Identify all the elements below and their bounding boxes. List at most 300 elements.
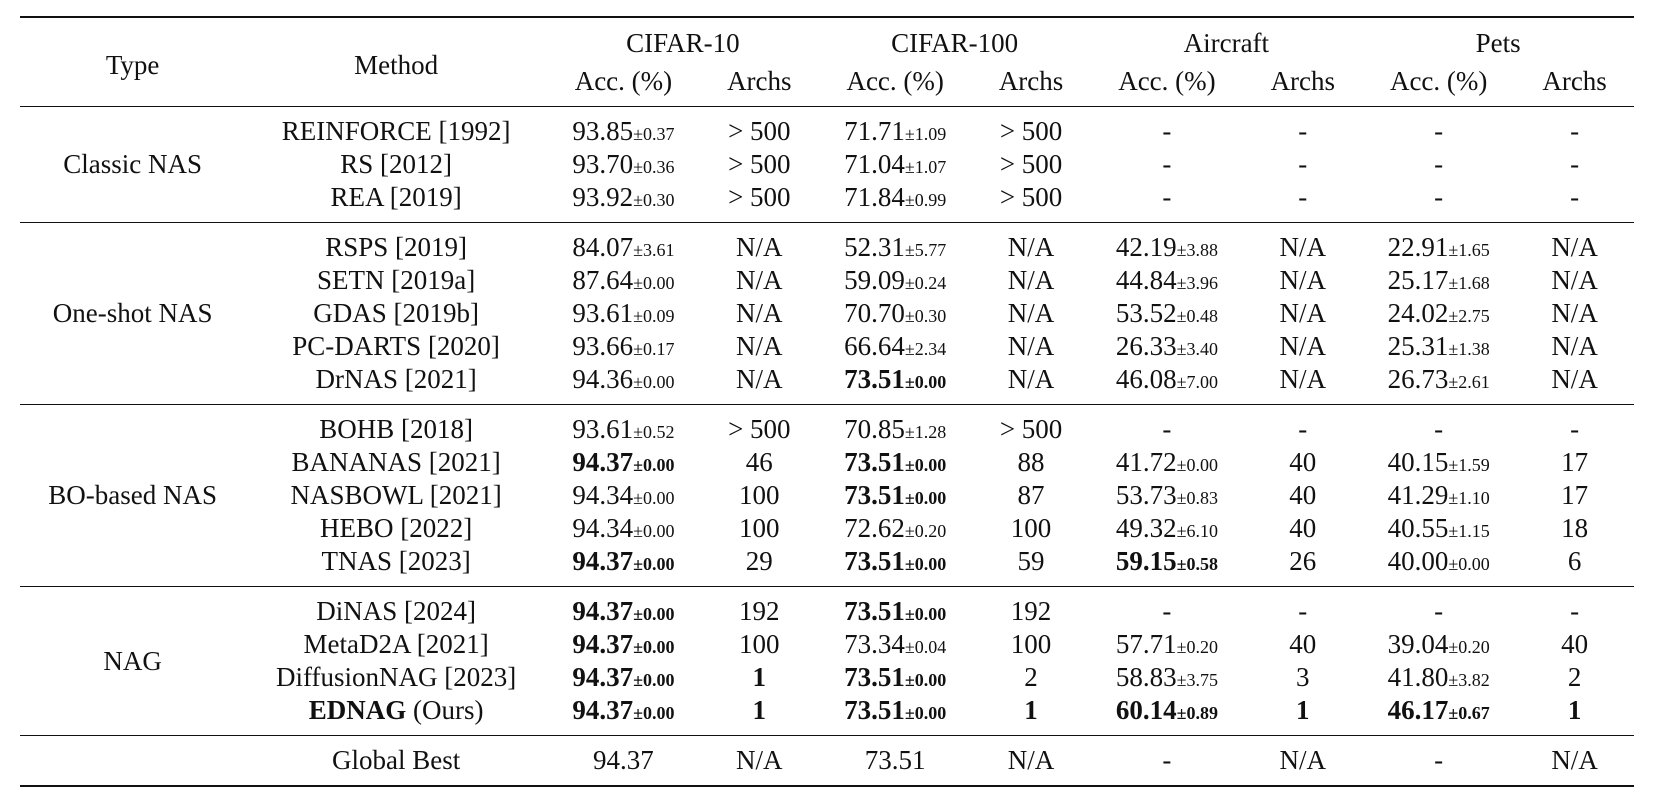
archs-value: 6 — [1567, 546, 1582, 576]
method-name: SETN [2019a] — [317, 265, 476, 295]
archs-value: - — [1570, 149, 1580, 179]
accuracy-value: 25.31 — [1387, 331, 1449, 361]
header-type: Type — [105, 49, 160, 80]
table-row — [20, 363, 1634, 405]
archs-value: 1 — [752, 695, 767, 725]
method-name: HEBO [2022] — [319, 513, 473, 543]
accuracy-value: 93.66 — [572, 331, 634, 361]
accuracy-value: 66.64 — [844, 331, 905, 361]
archs-cell — [1243, 446, 1362, 479]
table-row — [20, 512, 1634, 545]
archs-cell — [972, 363, 1091, 405]
accuracy-value: - — [1162, 182, 1172, 212]
accuracy-cell — [819, 405, 972, 447]
archs-cell — [700, 107, 819, 149]
archs-cell — [1515, 405, 1634, 447]
accuracy-cell — [1362, 694, 1515, 736]
archs-value: > 500 — [728, 116, 791, 146]
archs-cell — [1515, 181, 1634, 223]
archs-value: 40 — [1289, 480, 1317, 510]
method-cell — [245, 694, 547, 736]
accuracy-std: ±3.40 — [1176, 339, 1218, 359]
archs-cell — [972, 446, 1091, 479]
accuracy-std: ±0.00 — [1448, 554, 1490, 574]
table-row — [20, 694, 1634, 736]
method-cell — [245, 661, 547, 694]
accuracy-value: 94.37 — [572, 447, 634, 477]
accuracy-value: 71.71 — [844, 116, 905, 146]
accuracy-std: ±0.04 — [904, 637, 947, 657]
accuracy-value: 59.09 — [844, 265, 905, 295]
accuracy-cell — [547, 736, 700, 787]
accuracy-cell — [1362, 512, 1515, 545]
accuracy-value: 73.51 — [844, 447, 905, 477]
accuracy-std: ±0.89 — [1176, 703, 1218, 723]
accuracy-cell — [1362, 405, 1515, 447]
accuracy-value: 94.37 — [572, 662, 634, 692]
archs-value: > 500 — [999, 149, 1063, 179]
archs-cell — [700, 446, 819, 479]
accuracy-value: 73.51 — [844, 596, 905, 626]
archs-value: - — [1570, 596, 1580, 626]
accuracy-value: - — [1434, 149, 1444, 179]
accuracy-cell — [1090, 661, 1243, 694]
accuracy-value: 73.51 — [844, 546, 905, 576]
accuracy-cell — [547, 223, 700, 265]
accuracy-value: 94.37 — [572, 546, 634, 576]
method-cell — [245, 223, 547, 265]
archs-cell — [1243, 661, 1362, 694]
archs-cell — [700, 545, 819, 587]
accuracy-value: 94.36 — [572, 364, 634, 394]
accuracy-cell — [547, 545, 700, 587]
accuracy-cell — [1362, 628, 1515, 661]
accuracy-std: ±1.28 — [904, 422, 947, 442]
accuracy-cell — [547, 479, 700, 512]
accuracy-cell — [819, 363, 972, 405]
accuracy-std: ±0.00 — [633, 488, 675, 508]
type-cell-empty — [20, 736, 245, 787]
accuracy-value: 53.52 — [1115, 298, 1177, 328]
method-cell — [245, 446, 547, 479]
accuracy-std: ±6.10 — [1176, 521, 1218, 541]
accuracy-cell — [819, 587, 972, 629]
method-cell — [245, 363, 547, 405]
method-cell — [245, 297, 547, 330]
accuracy-value: 94.37 — [572, 596, 634, 626]
method-cell — [245, 264, 547, 297]
method-name: RS [2012] — [340, 149, 452, 179]
accuracy-value: 94.37 — [593, 745, 654, 775]
accuracy-std: ±1.15 — [1448, 521, 1490, 541]
accuracy-std: ±0.48 — [1176, 306, 1218, 326]
archs-cell — [1515, 512, 1634, 545]
archs-cell — [972, 264, 1091, 297]
accuracy-value: 93.61 — [572, 414, 634, 444]
archs-cell — [700, 223, 819, 265]
archs-value: - — [1298, 414, 1308, 444]
accuracy-cell — [819, 148, 972, 181]
accuracy-cell — [819, 661, 972, 694]
accuracy-cell — [1090, 148, 1243, 181]
archs-value: > 500 — [999, 414, 1063, 444]
accuracy-std: ±0.00 — [633, 372, 675, 392]
type-cell: BO-based NAS — [48, 480, 217, 510]
accuracy-cell — [819, 223, 972, 265]
header-acc: Acc. (%) — [1389, 65, 1488, 96]
archs-value: > 500 — [728, 149, 791, 179]
accuracy-cell — [1090, 628, 1243, 661]
accuracy-cell — [547, 181, 700, 223]
accuracy-cell — [819, 264, 972, 297]
method-cell — [245, 587, 547, 629]
archs-cell — [1515, 661, 1634, 694]
accuracy-cell — [547, 297, 700, 330]
accuracy-value: 26.73 — [1387, 364, 1449, 394]
accuracy-std: ±0.00 — [633, 670, 675, 690]
archs-value: 100 — [739, 480, 780, 510]
accuracy-cell — [1362, 330, 1515, 363]
archs-value: - — [1570, 182, 1580, 212]
accuracy-std: ±0.00 — [904, 670, 947, 690]
accuracy-value: 71.84 — [844, 182, 905, 212]
archs-cell — [972, 297, 1091, 330]
archs-value: 40 — [1289, 629, 1317, 659]
archs-cell — [1515, 148, 1634, 181]
accuracy-value: 70.70 — [844, 298, 905, 328]
accuracy-cell — [819, 736, 972, 787]
accuracy-value: 72.62 — [844, 513, 905, 543]
header-acc: Acc. (%) — [1118, 65, 1216, 96]
accuracy-std: ±0.20 — [904, 521, 947, 541]
accuracy-value: 41.80 — [1387, 662, 1449, 692]
accuracy-value: 94.34 — [572, 480, 634, 510]
archs-value: 1 — [1567, 695, 1582, 725]
archs-cell — [972, 107, 1091, 149]
accuracy-value: 52.31 — [844, 232, 905, 262]
archs-value: N/A — [736, 331, 783, 361]
accuracy-cell — [547, 107, 700, 149]
archs-cell — [700, 330, 819, 363]
accuracy-value: 39.04 — [1387, 629, 1449, 659]
archs-cell — [1515, 587, 1634, 629]
archs-value: N/A — [1007, 232, 1055, 262]
method-name: BANANAS [2021] — [291, 447, 501, 477]
archs-cell — [972, 181, 1091, 223]
accuracy-cell — [547, 694, 700, 736]
archs-cell — [1243, 545, 1362, 587]
accuracy-std: ±1.38 — [1448, 339, 1490, 359]
method-group — [20, 107, 1634, 223]
archs-cell — [1515, 736, 1634, 787]
archs-value: > 500 — [728, 414, 791, 444]
archs-value: > 500 — [999, 116, 1063, 146]
table-row — [20, 148, 1634, 181]
method-group — [20, 405, 1634, 587]
method-name: EDNAG — [308, 695, 407, 725]
accuracy-cell — [547, 330, 700, 363]
header-method: Method — [354, 49, 439, 80]
archs-value: N/A — [1551, 298, 1598, 328]
accuracy-std: ±2.61 — [1448, 372, 1490, 392]
accuracy-value: - — [1434, 116, 1444, 146]
accuracy-cell — [1362, 736, 1515, 787]
archs-cell — [1515, 479, 1634, 512]
accuracy-value: 73.51 — [864, 745, 926, 775]
accuracy-value: - — [1434, 745, 1444, 775]
accuracy-cell — [1090, 405, 1243, 447]
accuracy-cell — [1090, 587, 1243, 629]
archs-value: 100 — [739, 629, 780, 659]
archs-cell — [1515, 223, 1634, 265]
accuracy-std: ±0.30 — [633, 190, 675, 210]
header-archs: Archs — [727, 65, 792, 96]
accuracy-value: 94.37 — [572, 629, 634, 659]
method-cell — [245, 512, 547, 545]
archs-value: N/A — [1279, 364, 1327, 394]
method-cell — [245, 107, 547, 149]
accuracy-cell — [1362, 148, 1515, 181]
accuracy-cell — [547, 363, 700, 405]
accuracy-cell — [547, 661, 700, 694]
table-row — [20, 330, 1634, 363]
archs-cell — [1243, 587, 1362, 629]
archs-value: N/A — [736, 745, 783, 775]
accuracy-std: ±1.65 — [1448, 240, 1490, 260]
accuracy-value: 24.02 — [1387, 298, 1449, 328]
accuracy-cell — [1362, 587, 1515, 629]
accuracy-value: 73.51 — [844, 480, 905, 510]
accuracy-cell — [819, 479, 972, 512]
accuracy-value: - — [1162, 596, 1172, 626]
accuracy-std: ±0.00 — [633, 554, 675, 574]
archs-value: - — [1298, 149, 1308, 179]
archs-cell — [700, 512, 819, 545]
method-name: PC-DARTS [2020] — [292, 331, 500, 361]
archs-cell — [972, 148, 1091, 181]
archs-value: N/A — [1007, 745, 1055, 775]
archs-cell — [700, 363, 819, 405]
archs-value: N/A — [1007, 298, 1055, 328]
accuracy-value: 59.15 — [1115, 546, 1177, 576]
archs-cell — [700, 479, 819, 512]
archs-cell — [1243, 264, 1362, 297]
method-cell — [245, 628, 547, 661]
archs-value: 59 — [1017, 546, 1045, 576]
table-row — [20, 479, 1634, 512]
accuracy-value: 41.72 — [1115, 447, 1177, 477]
method-name: RSPS [2019] — [325, 232, 467, 262]
header-archs: Archs — [998, 65, 1064, 96]
archs-cell — [1515, 107, 1634, 149]
accuracy-std: ±0.99 — [904, 190, 947, 210]
accuracy-value: 53.73 — [1115, 480, 1177, 510]
accuracy-cell — [547, 512, 700, 545]
header-dataset-pets: Pets — [1475, 27, 1521, 58]
archs-cell — [972, 736, 1091, 787]
header-acc: Acc. (%) — [574, 65, 673, 96]
accuracy-value: 25.17 — [1387, 265, 1449, 295]
accuracy-std: ±0.00 — [633, 521, 675, 541]
accuracy-std: ±0.09 — [633, 306, 675, 326]
archs-value: 40 — [1561, 629, 1589, 659]
accuracy-std: ±0.00 — [633, 455, 675, 475]
accuracy-value: 71.04 — [844, 149, 905, 179]
method-name: REINFORCE [1992] — [281, 116, 511, 146]
method-cell — [245, 545, 547, 587]
archs-value: 40 — [1289, 513, 1317, 543]
archs-cell — [972, 223, 1091, 265]
accuracy-cell — [547, 405, 700, 447]
archs-cell — [1243, 694, 1362, 736]
table-row — [20, 405, 1634, 447]
header-acc: Acc. (%) — [846, 65, 944, 96]
accuracy-cell — [819, 512, 972, 545]
archs-value: - — [1298, 116, 1308, 146]
accuracy-std: ±0.17 — [633, 339, 675, 359]
accuracy-std: ±1.09 — [904, 124, 947, 144]
archs-cell — [972, 405, 1091, 447]
accuracy-std: ±7.00 — [1176, 372, 1218, 392]
accuracy-value: - — [1434, 414, 1444, 444]
accuracy-value: 93.85 — [572, 116, 634, 146]
accuracy-value: 93.92 — [572, 182, 634, 212]
accuracy-std: ±0.00 — [904, 488, 947, 508]
archs-cell — [972, 330, 1091, 363]
global-best-group — [20, 736, 1634, 787]
archs-cell — [1243, 405, 1362, 447]
accuracy-std: ±0.52 — [633, 422, 675, 442]
archs-value: 2 — [1024, 662, 1038, 692]
accuracy-std: ±0.36 — [633, 157, 675, 177]
type-cell: One-shot NAS — [52, 298, 213, 328]
method-suffix: (Ours) — [406, 695, 484, 725]
accuracy-cell — [1362, 107, 1515, 149]
method-group — [20, 223, 1634, 405]
accuracy-cell — [1090, 736, 1243, 787]
accuracy-value: 46.08 — [1115, 364, 1177, 394]
accuracy-std: ±3.82 — [1448, 670, 1490, 690]
method-group — [20, 587, 1634, 736]
archs-cell — [1515, 545, 1634, 587]
accuracy-std: ±0.58 — [1176, 554, 1218, 574]
results-table — [20, 16, 1634, 787]
archs-value: 2 — [1567, 662, 1582, 692]
accuracy-std: ±1.68 — [1448, 273, 1490, 293]
accuracy-std: ±0.00 — [633, 703, 675, 723]
accuracy-std: ±0.00 — [904, 455, 947, 475]
accuracy-std: ±2.75 — [1448, 306, 1490, 326]
method-name: MetaD2A [2021] — [303, 629, 489, 659]
accuracy-value: 73.51 — [844, 364, 905, 394]
archs-value: 1 — [1296, 695, 1310, 725]
accuracy-cell — [547, 446, 700, 479]
method-cell — [245, 736, 547, 787]
method-name: TNAS [2023] — [321, 546, 471, 576]
archs-value: N/A — [1551, 745, 1598, 775]
accuracy-std: ±0.00 — [633, 273, 675, 293]
header-dataset-aircraft: Aircraft — [1183, 27, 1270, 58]
header-archs: Archs — [1542, 65, 1607, 96]
archs-value: 100 — [1010, 513, 1052, 543]
accuracy-value: 22.91 — [1387, 232, 1449, 262]
accuracy-cell — [1090, 107, 1243, 149]
method-name: NASBOWL [2021] — [290, 480, 502, 510]
archs-value: N/A — [1551, 331, 1598, 361]
archs-cell — [972, 512, 1091, 545]
archs-cell — [1243, 107, 1362, 149]
archs-cell — [972, 661, 1091, 694]
archs-value: 40 — [1289, 447, 1317, 477]
accuracy-std: ±0.24 — [904, 273, 947, 293]
accuracy-cell — [1090, 223, 1243, 265]
archs-value: > 500 — [999, 182, 1063, 212]
archs-cell — [1515, 628, 1634, 661]
archs-cell — [1243, 181, 1362, 223]
archs-value: 1 — [752, 662, 767, 692]
accuracy-value: 60.14 — [1115, 695, 1177, 725]
accuracy-cell — [1362, 181, 1515, 223]
accuracy-std: ±0.37 — [633, 124, 675, 144]
accuracy-std: ±0.00 — [633, 637, 675, 657]
method-name: BOHB [2018] — [319, 414, 473, 444]
archs-value: - — [1298, 182, 1308, 212]
accuracy-cell — [1090, 479, 1243, 512]
method-cell — [245, 148, 547, 181]
archs-value: N/A — [1007, 364, 1055, 394]
archs-cell — [700, 148, 819, 181]
archs-cell — [972, 479, 1091, 512]
accuracy-value: 49.32 — [1115, 513, 1177, 543]
accuracy-cell — [1090, 545, 1243, 587]
archs-cell — [700, 181, 819, 223]
accuracy-cell — [819, 181, 972, 223]
archs-cell — [1515, 330, 1634, 363]
accuracy-std: ±0.83 — [1176, 488, 1218, 508]
accuracy-std: ±3.75 — [1176, 670, 1218, 690]
archs-cell — [1243, 297, 1362, 330]
method-cell — [245, 181, 547, 223]
archs-cell — [700, 264, 819, 297]
accuracy-cell — [1090, 512, 1243, 545]
archs-value: N/A — [1551, 364, 1598, 394]
method-name: DiffusionNAG [2023] — [275, 662, 517, 692]
accuracy-std: ±0.00 — [904, 372, 947, 392]
accuracy-std: ±0.00 — [1176, 455, 1218, 475]
archs-value: N/A — [736, 232, 783, 262]
archs-cell — [1243, 736, 1362, 787]
accuracy-std: ±1.59 — [1448, 455, 1490, 475]
accuracy-std: ±0.00 — [904, 554, 947, 574]
archs-value: N/A — [736, 364, 783, 394]
archs-value: - — [1298, 596, 1308, 626]
archs-cell — [700, 297, 819, 330]
method-cell — [245, 330, 547, 363]
accuracy-cell — [1090, 297, 1243, 330]
accuracy-value: 26.33 — [1115, 331, 1177, 361]
table-header — [20, 17, 1634, 107]
accuracy-cell — [1362, 545, 1515, 587]
archs-value: N/A — [1279, 232, 1327, 262]
archs-value: - — [1570, 414, 1580, 444]
archs-value: > 500 — [728, 182, 791, 212]
accuracy-std: ±0.20 — [1176, 637, 1218, 657]
archs-value: N/A — [1007, 265, 1055, 295]
archs-cell — [972, 545, 1091, 587]
header-dataset-cifar10: CIFAR-10 — [626, 27, 740, 58]
table-row — [20, 297, 1634, 330]
accuracy-std: ±3.88 — [1176, 240, 1218, 260]
